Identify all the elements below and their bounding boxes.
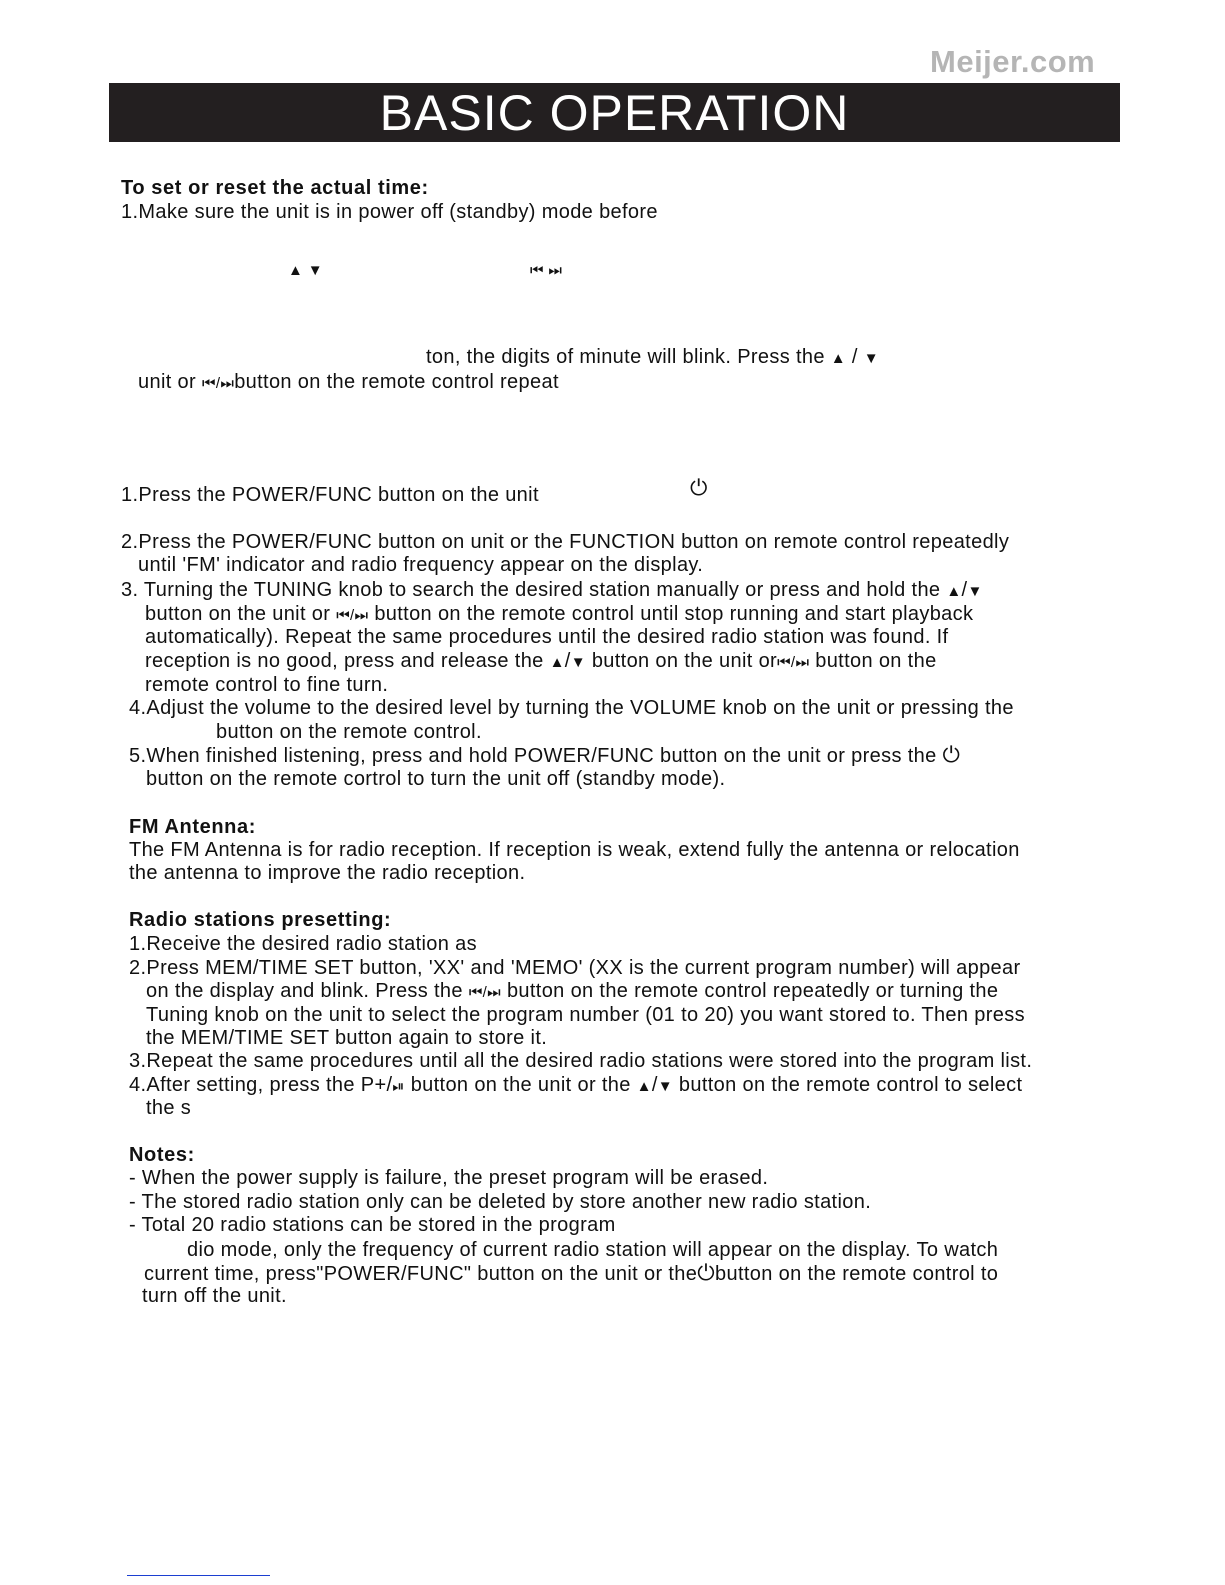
radio-step-3a: 3. Turning the TUNING knob to search the desired station manually or press and hold the ▲/▼ [121,579,983,601]
fm-antenna-heading: FM Antenna: [129,816,256,838]
preset-step-2b [146,979,998,1005]
radio-step-3a-text: 3. Turning the TUNING knob to search the desired station manually or press and hold the [121,579,941,601]
up-icon: ▲ [636,1078,652,1095]
note-2: - The stored radio station only can be deleted by store another new radio station. [129,1191,872,1213]
time-minute-unit-text: unit or [138,371,197,393]
prev-next-icon: ⏮/⏭ [201,375,235,392]
notes-heading: Notes: [129,1144,195,1166]
radio-step-4a: 4.Adjust the volume to the desired level by turning the VOLUME knob on the unit or pressing the [129,697,1014,719]
radio-step-3d: reception is no good, press and release the ▲/▼ button on the unit or⏮/⏭ button on the [145,650,937,672]
preset-step-4a: 4.After setting, press the P+/⏯ button on the unit or the ▲/▼ button on the remote control to select [129,1074,1023,1096]
note-4b-text: current time, press"POWER/FUNC" button on the unit or the [144,1263,698,1285]
up-icon: ▲ [946,583,962,600]
radio-step-3d-text-2: button on the unit or [591,650,778,672]
note-1: - When the power supply is failure, the preset program will be erased. [129,1167,769,1189]
time-step-1: 1.Make sure the unit is in power off (standby) mode before [121,201,658,223]
note-3: - Total 20 radio stations can be stored in the program [129,1214,616,1236]
prev-next-icon: ⏮/⏭ [777,654,810,671]
prev-next-icon: ⏮/⏭ [468,984,502,1001]
prev-next-icon: ⏮/⏭ [336,607,369,624]
radio-step-4b: button on the remote control. [216,721,482,743]
page-title: BASIC OPERATION [109,83,1120,142]
down-icon: ▼ [863,350,879,367]
preset-step-2d: the MEM/TIME SET button again to store it. [146,1027,548,1049]
up-icon: ▲ [830,350,846,367]
note-4c: turn off the unit. [142,1285,287,1307]
down-icon: ▼ [570,654,586,671]
presetting-heading: Radio stations presetting: [129,909,392,931]
radio-step-3e: remote control to fine turn. [145,674,389,696]
time-minute-remote-text: button on the remote control repeat [234,371,559,393]
watermark: Meijer.com [930,44,1096,79]
radio-step-3b-text-2: button on the remote control until stop running and start playback [374,603,974,625]
skip-icon: ⏮ ⏭ [530,262,563,279]
preset-step-2b-text: on the display and blink. Press the [146,980,463,1002]
radio-step-3d-text-3: button on the [815,650,937,672]
fm-antenna-line-2: the antenna to improve the radio reception. [129,862,526,884]
preset-step-2c: Tuning knob on the unit to select the program number (01 to 20) you want stored to. Then press [146,1004,1025,1026]
radio-step-3b-text: button on the unit or [145,603,331,625]
power-icon: ⏻ [697,1260,716,1285]
play-pause-icon: ⏯ [392,1078,405,1095]
up-icon: ▲ [549,654,565,671]
fm-antenna-line-1: The FM Antenna is for radio reception. If reception is weak, extend fully the antenna or relocation [129,839,1020,861]
preset-step-3: 3.Repeat the same procedures until all the desired radio stations were stored into the program list. [129,1050,1033,1072]
preset-step-2a: 2.Press MEM/TIME SET button, 'XX' and 'MEMO' (XX is the current program number) will appear [129,957,1021,979]
radio-step-2b: until 'FM' indicator and radio frequency appear on the display. [138,554,704,576]
note-4b-text-2: button on the remote control to [715,1263,999,1285]
radio-step-1: 1.Press the POWER/FUNC button on the unit [121,484,539,506]
down-icon: ▼ [967,583,983,600]
note-4b [144,1261,998,1286]
time-minute-line: ton, the digits of minute will blink. Press the ▲ / ▼ [426,346,879,368]
power-icon: ⏻ [690,475,708,500]
power-icon: ⏻ [942,742,961,767]
time-minute-text: ton, the digits of minute will blink. Press the [426,346,825,368]
down-icon: ▼ [657,1078,673,1095]
preset-step-1: 1.Receive the desired radio station as [129,933,477,955]
time-minute-line-2 [138,370,559,396]
footer-link-underline [127,1575,270,1576]
up-down-icon: ▲ ▼ [288,262,323,279]
radio-step-2a: 2.Press the POWER/FUNC button on unit or the FUNCTION button on remote control repeatedly [121,531,1010,553]
radio-step-3c: automatically). Repeat the same procedures until the desired radio station was found. If [145,626,949,648]
preset-step-4a-text: 4.After setting, press the P+/ [129,1074,393,1096]
time-section-heading: To set or reset the actual time: [121,177,429,199]
radio-step-3d-text: reception is no good, press and release the [145,650,544,672]
radio-step-5a [129,743,960,768]
preset-step-4a-text-3: button on the remote control to select [678,1074,1023,1096]
preset-step-4a-text-2: button on the unit or the [410,1074,631,1096]
preset-step-2b-text-2: button on the remote control repeatedly or turning the [506,980,999,1002]
preset-step-4b: the s [146,1097,192,1119]
radio-step-5b: button on the remote cortrol to turn the unit off (standby mode). [146,768,726,790]
radio-step-5a-text: 5.When finished listening, press and hold POWER/FUNC button on the unit or press the [129,745,937,767]
note-4a: dio mode, only the frequency of current radio station will appear on the display. To watch [187,1239,999,1261]
